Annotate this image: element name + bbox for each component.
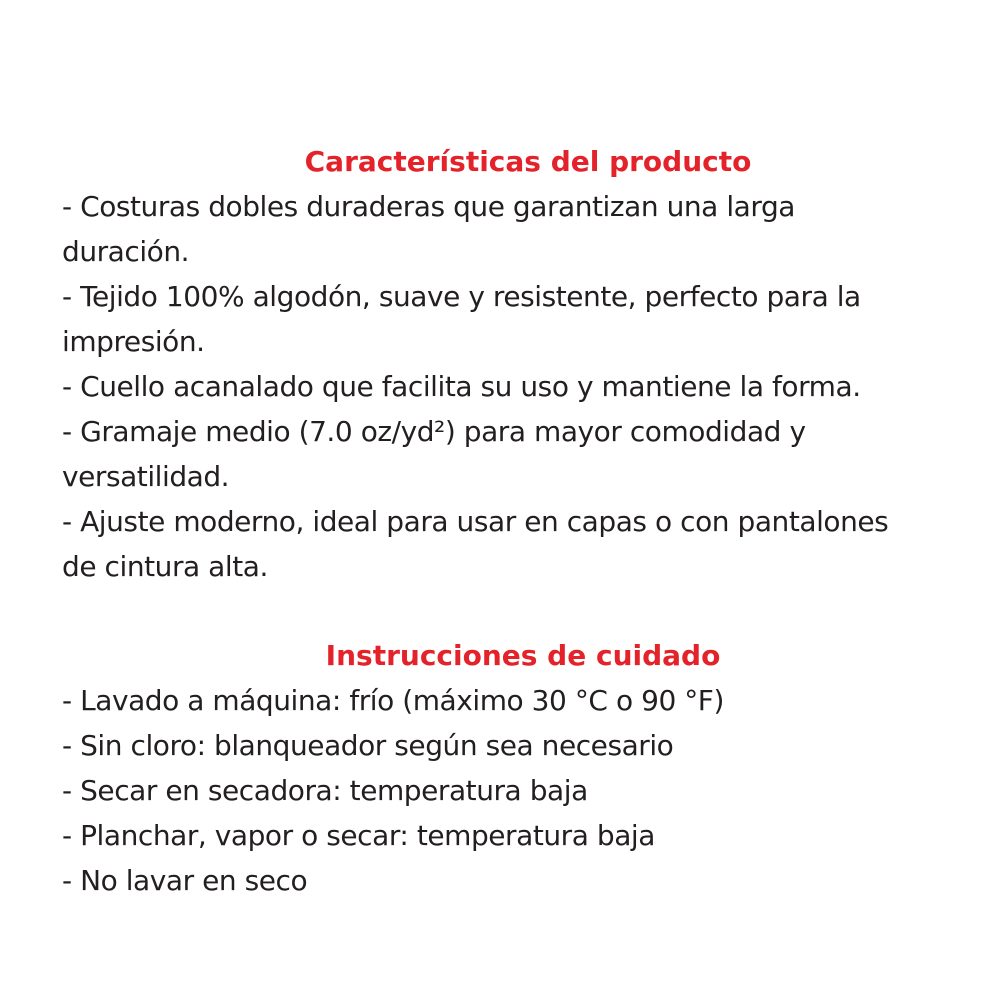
care-line: - Secar en secadora: temperatura baja (62, 774, 588, 807)
features-title: Características del producto (304, 145, 752, 178)
care-title: Instrucciones de cuidado (325, 639, 721, 672)
section-spacer (62, 589, 982, 634)
care-list (62, 678, 982, 903)
feature-line: versatilidad. (62, 460, 230, 493)
feature-line: - Cuello acanalado que facilita su uso y mantiene la forma. (62, 370, 861, 403)
feature-line: de cintura alta. (62, 550, 268, 583)
feature-line: - Tejido 100% algodón, suave y resistente, perfecto para la (62, 280, 861, 313)
care-line: - Sin cloro: blanqueador según sea necesario (62, 729, 674, 762)
product-info-document (62, 140, 982, 903)
feature-line: impresión. (62, 325, 205, 358)
care-line: - Planchar, vapor o secar: temperatura baja (62, 819, 655, 852)
care-line: - Lavado a máquina: frío (máximo 30 °C o 90 °F) (62, 684, 724, 717)
feature-line: - Ajuste moderno, ideal para usar en capas o con pantalones (62, 505, 889, 538)
feature-line: - Costuras dobles duraderas que garantizan una larga (62, 190, 795, 223)
features-list (62, 184, 982, 589)
care-line: - No lavar en seco (62, 864, 308, 897)
feature-line: - Gramaje medio (7.0 oz/yd²) para mayor comodidad y (62, 415, 806, 448)
feature-line: duración. (62, 235, 190, 268)
